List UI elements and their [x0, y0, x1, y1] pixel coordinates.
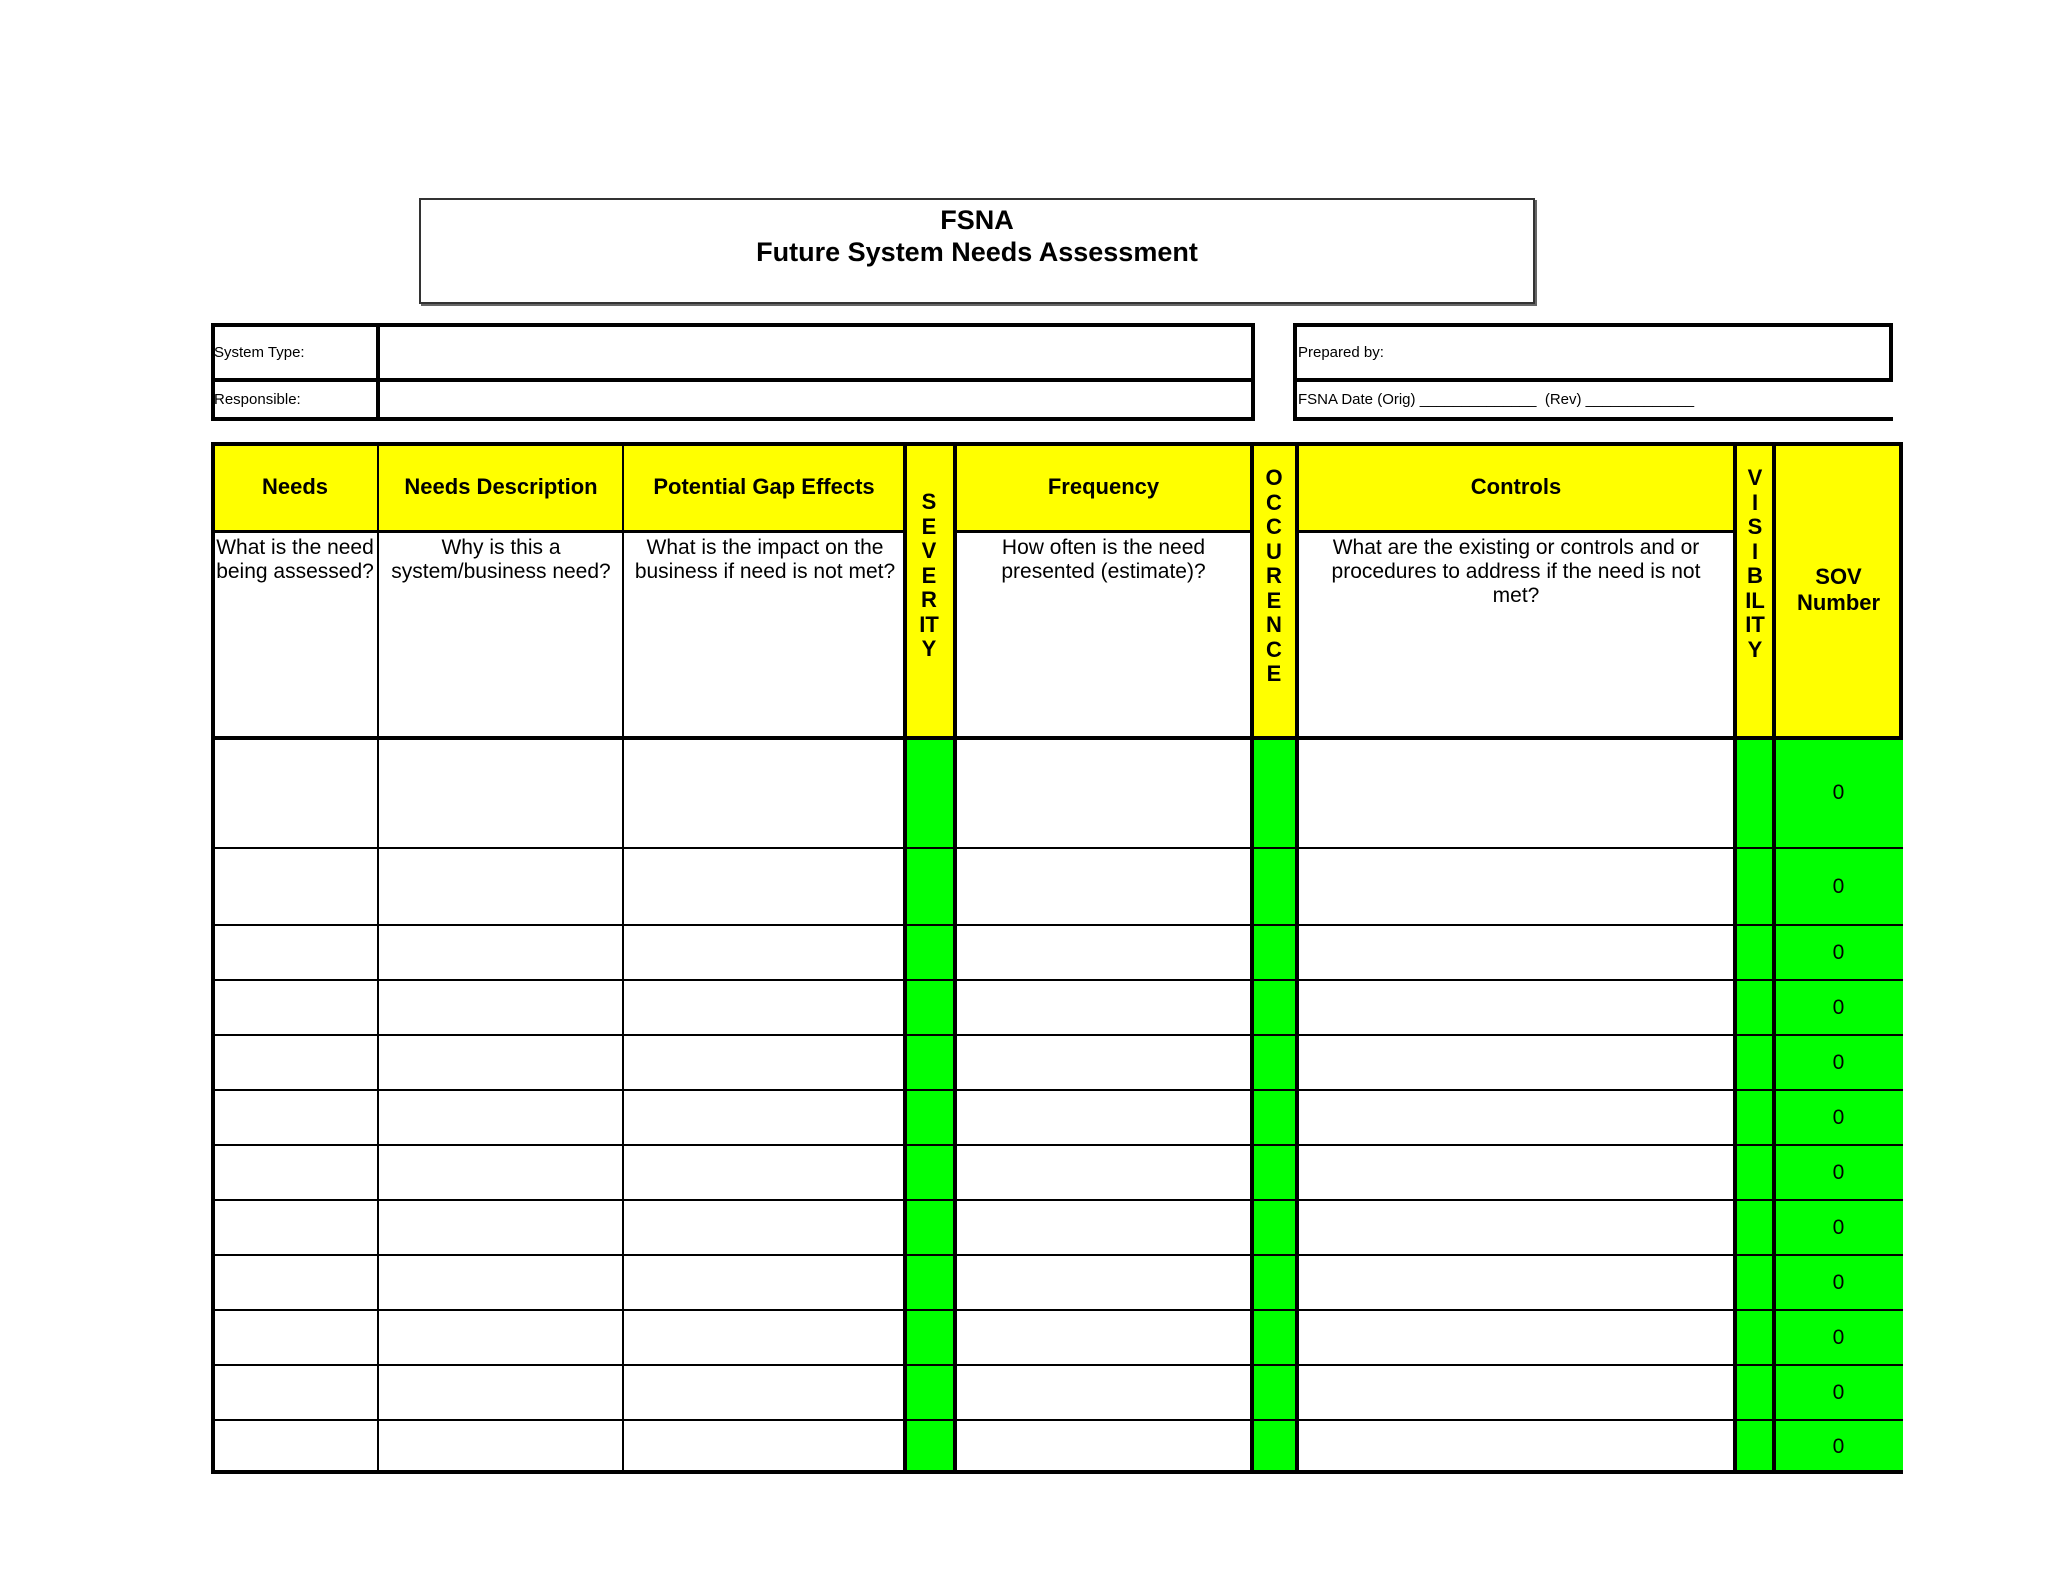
sov-value: 0: [1832, 1050, 1845, 1074]
visibility-cell[interactable]: [1735, 738, 1774, 848]
needs-cell[interactable]: [211, 738, 379, 848]
visibility-cell[interactable]: [1735, 1255, 1774, 1310]
frequency-cell[interactable]: [955, 1200, 1252, 1255]
needs-cell[interactable]: [211, 925, 379, 980]
needs-cell[interactable]: [211, 1090, 379, 1145]
sov-value: 0: [1832, 1270, 1845, 1294]
visibility-cell[interactable]: [1735, 980, 1774, 1035]
sov-title: SOV Number: [1796, 564, 1881, 615]
frequency-cell[interactable]: [955, 1420, 1252, 1474]
grid-line: [211, 1199, 1903, 1201]
needs-cell[interactable]: [211, 1420, 379, 1474]
grid-line: [211, 1144, 1903, 1146]
needs-cell[interactable]: [211, 1365, 379, 1420]
needs-description-cell[interactable]: [379, 848, 623, 925]
needs-cell[interactable]: [211, 1255, 379, 1310]
controls-cell[interactable]: [1297, 1310, 1735, 1365]
grid-line: [377, 442, 379, 1474]
grid-line: [211, 1309, 1903, 1311]
controls-cell[interactable]: [1297, 1365, 1735, 1420]
controls-cell[interactable]: [1297, 1255, 1735, 1310]
occurence-cell[interactable]: [1252, 1200, 1297, 1255]
occurence-cell[interactable]: [1252, 1420, 1297, 1474]
controls-cell[interactable]: [1297, 1090, 1735, 1145]
controls-title: Controls: [1470, 474, 1562, 499]
potential-gap-effects-cell[interactable]: [623, 1365, 905, 1420]
severity-title: SEVERITY: [919, 489, 939, 661]
sov-value: 0: [1832, 1215, 1845, 1239]
grid-line: [211, 1034, 1903, 1036]
controls-cell[interactable]: [1297, 980, 1735, 1035]
controls-cell[interactable]: [1297, 1200, 1735, 1255]
occurence-cell[interactable]: [1252, 980, 1297, 1035]
needs-description-cell[interactable]: [379, 1310, 623, 1365]
grid-line: [1250, 442, 1254, 1474]
sov-value: 0: [1832, 1435, 1845, 1458]
grid-line: [211, 442, 1903, 446]
potential-gap-effects-cell[interactable]: [623, 1420, 905, 1474]
needs-description-cell[interactable]: [379, 1255, 623, 1310]
grid-line: [622, 442, 624, 1474]
severity-cell[interactable]: [905, 1090, 955, 1145]
grid-line: [903, 442, 907, 1474]
sov-value: 0: [1832, 1325, 1845, 1349]
visibility-cell[interactable]: [1735, 1310, 1774, 1365]
occurence-cell[interactable]: [1252, 1310, 1297, 1365]
grid-line: [953, 442, 957, 1474]
controls-subtitle: What are the existing or controls and or procedures to address if the need is not met?: [1331, 536, 1701, 607]
potential-gap-effects-cell[interactable]: [623, 738, 905, 848]
grid-line: [955, 530, 1252, 533]
visibility-cell[interactable]: [1735, 925, 1774, 980]
potential-gap-effects-cell[interactable]: [623, 980, 905, 1035]
potential-gap-effects-cell[interactable]: [623, 1310, 905, 1365]
sov-value: 0: [1832, 874, 1845, 898]
fsna-date-label: FSNA Date (Orig) ______________ (Rev) _____________: [1298, 391, 1695, 408]
controls-cell[interactable]: [1297, 1145, 1735, 1200]
frequency-subtitle: How often is the need presented (estimate)?: [1001, 536, 1206, 583]
sov-value: 0: [1832, 1160, 1845, 1184]
system-type-field[interactable]: [380, 327, 1251, 378]
needs-cell[interactable]: [211, 980, 379, 1035]
frequency-cell[interactable]: [955, 1090, 1252, 1145]
needs-description-cell[interactable]: [379, 738, 623, 848]
potential-gap-effects-cell[interactable]: [623, 1090, 905, 1145]
visibility-cell[interactable]: [1735, 848, 1774, 925]
needs-subtitle: What is the need being assessed?: [216, 536, 374, 583]
potential-gap-effects-cell[interactable]: [623, 925, 905, 980]
needs-cell[interactable]: [211, 1145, 379, 1200]
sov-value: 0: [1832, 995, 1845, 1019]
frequency-cell[interactable]: [955, 848, 1252, 925]
potential-gap-effects-cell[interactable]: [623, 848, 905, 925]
frequency-cell[interactable]: [955, 980, 1252, 1035]
severity-cell[interactable]: [905, 848, 955, 925]
grid-line: [1733, 442, 1737, 1474]
grid-line: [1297, 530, 1735, 533]
document-title: Future System Needs Assessment: [756, 237, 1198, 267]
severity-cell[interactable]: [905, 925, 955, 980]
fsna-date-box-left: [1293, 378, 1297, 421]
needs-cell[interactable]: [211, 1035, 379, 1090]
controls-cell[interactable]: [1297, 1035, 1735, 1090]
visibility-cell[interactable]: [1735, 1035, 1774, 1090]
visibility-cell[interactable]: [1735, 1090, 1774, 1145]
document-title-box: [419, 198, 1535, 304]
severity-cell[interactable]: [905, 1255, 955, 1310]
frequency-cell[interactable]: [955, 1310, 1252, 1365]
potential-gap-effects-cell[interactable]: [623, 1145, 905, 1200]
severity-cell[interactable]: [905, 738, 955, 848]
severity-cell[interactable]: [905, 980, 955, 1035]
assessment-table: [211, 442, 1903, 1474]
frequency-cell[interactable]: [955, 738, 1252, 848]
sov-value: 0: [1832, 781, 1845, 804]
severity-cell[interactable]: [905, 1200, 955, 1255]
visibility-cell[interactable]: [1735, 1200, 1774, 1255]
occurence-cell[interactable]: [1252, 1035, 1297, 1090]
controls-cell[interactable]: [1297, 848, 1735, 925]
grid-line: [211, 442, 215, 1474]
potential-gap-effects-cell[interactable]: [623, 1200, 905, 1255]
grid-line: [211, 1089, 1903, 1091]
severity-cell[interactable]: [905, 1365, 955, 1420]
needs-description-cell[interactable]: [379, 1090, 623, 1145]
grid-line: [211, 1254, 1903, 1256]
needs-description-title: Needs Description: [404, 474, 598, 499]
frequency-title: Frequency: [1047, 474, 1160, 499]
needs-cell[interactable]: [211, 1310, 379, 1365]
grid-line: [211, 736, 1903, 740]
severity-cell[interactable]: [905, 1145, 955, 1200]
controls-cell[interactable]: [1297, 738, 1735, 848]
occurence-title: OCCURENCE: [1265, 465, 1283, 686]
visibility-cell[interactable]: [1735, 1145, 1774, 1200]
occurence-cell[interactable]: [1252, 925, 1297, 980]
needs-description-cell[interactable]: [379, 1200, 623, 1255]
responsible-label: Responsible:: [214, 391, 301, 408]
severity-cell[interactable]: [905, 1310, 955, 1365]
visibility-cell[interactable]: [1735, 1420, 1774, 1474]
document-acronym: FSNA: [940, 205, 1014, 235]
frequency-cell[interactable]: [955, 1035, 1252, 1090]
grid-line: [211, 1419, 1903, 1421]
grid-line: [1899, 442, 1903, 738]
sov-value: 0: [1832, 1105, 1845, 1129]
occurence-cell[interactable]: [1252, 1365, 1297, 1420]
occurence-cell[interactable]: [1252, 848, 1297, 925]
occurence-cell[interactable]: [1252, 1090, 1297, 1145]
potential-gap-effects-subtitle: What is the impact on the business if need is not met?: [634, 536, 896, 583]
needs-description-cell[interactable]: [379, 1035, 623, 1090]
frequency-cell[interactable]: [955, 1255, 1252, 1310]
visibility-title: VISIBILITY: [1745, 465, 1765, 662]
grid-line: [211, 1470, 1903, 1474]
needs-cell[interactable]: [211, 1200, 379, 1255]
needs-description-subtitle: Why is this a system/business need?: [391, 536, 611, 583]
occurence-cell[interactable]: [1252, 1145, 1297, 1200]
potential-gap-effects-cell[interactable]: [623, 1035, 905, 1090]
prepared-by-label: Prepared by:: [1298, 344, 1384, 361]
visibility-cell[interactable]: [1735, 1365, 1774, 1420]
sov-value: 0: [1832, 940, 1845, 964]
needs-description-cell[interactable]: [379, 925, 623, 980]
controls-cell[interactable]: [1297, 1420, 1735, 1474]
frequency-cell[interactable]: [955, 1365, 1252, 1420]
needs-description-cell[interactable]: [379, 1365, 623, 1420]
severity-cell[interactable]: [905, 1035, 955, 1090]
needs-description-cell[interactable]: [379, 1420, 623, 1474]
potential-gap-effects-cell[interactable]: [623, 1255, 905, 1310]
grid-line: [211, 1364, 1903, 1366]
fsna-date-box-bottom: [1293, 417, 1893, 421]
grid-line: [211, 979, 1903, 981]
frequency-cell[interactable]: [955, 925, 1252, 980]
occurence-cell[interactable]: [1252, 1255, 1297, 1310]
system-type-label: System Type:: [214, 344, 305, 361]
grid-line: [211, 847, 1903, 849]
controls-cell[interactable]: [1297, 925, 1735, 980]
needs-description-cell[interactable]: [379, 1145, 623, 1200]
grid-line: [1295, 442, 1299, 1474]
needs-description-cell[interactable]: [379, 980, 623, 1035]
responsible-field[interactable]: [380, 382, 1251, 417]
needs-cell[interactable]: [211, 848, 379, 925]
grid-line: [1772, 442, 1776, 1474]
severity-cell[interactable]: [905, 1420, 955, 1474]
sov-value: 0: [1832, 1380, 1845, 1404]
occurence-cell[interactable]: [1252, 738, 1297, 848]
grid-line: [211, 530, 905, 533]
grid-line: [211, 924, 1903, 926]
frequency-cell[interactable]: [955, 1145, 1252, 1200]
potential-gap-effects-title: Potential Gap Effects: [653, 474, 875, 499]
needs-title: Needs: [261, 474, 329, 499]
